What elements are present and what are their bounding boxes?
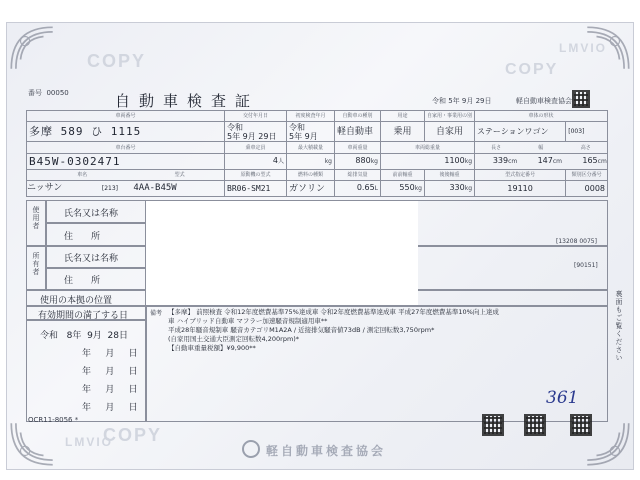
expiry-label: 有効期間の満了する日	[38, 311, 129, 321]
model-code: 4AA-B45W	[133, 183, 177, 193]
rear-axle-label: 後後軸重	[425, 170, 475, 181]
type-number-label: 型式指定番号	[475, 170, 566, 181]
base-location-label: 使用の本拠の位置	[40, 296, 113, 306]
owner-name-label: 氏名又は名称	[64, 254, 119, 264]
type-number: 19110	[475, 181, 566, 197]
lmvio-watermark: LMVIO	[559, 41, 607, 55]
user-label: 使用者	[32, 206, 40, 230]
gross-weight: 1100kg	[381, 154, 475, 170]
note-line: (自家用国土交通大臣測定回転数4,200rpm)*	[168, 335, 300, 343]
qr-code-icon	[524, 414, 546, 436]
copy-watermark: COPY	[505, 61, 559, 78]
fuel-type: ガソリン	[287, 181, 335, 197]
issuer-name: 軽自動車検査協会	[516, 97, 572, 105]
maker-name: ニッサン	[27, 183, 63, 193]
vehicle-length: 339cm	[492, 156, 518, 165]
blank-date-row: 年 月 日	[82, 367, 138, 377]
seating-capacity: 4人	[225, 154, 287, 170]
blank-date-row: 年 月 日	[82, 349, 138, 359]
vehicle-kind: 軽自動車	[335, 122, 381, 142]
side-note: 裏面もご覧ください	[615, 290, 623, 362]
height-label: 高さ	[580, 145, 591, 151]
gross-label: 車両総重量	[381, 142, 475, 154]
serial-number: 番号 00050	[28, 89, 69, 97]
use-label: 用途	[381, 111, 425, 122]
blank-date-row: 年 月 日	[82, 403, 138, 413]
note-line: 車 ハイブリッド自動車 マフラー加速騒音規制適用車**	[168, 317, 328, 325]
model-label: 型式	[174, 172, 185, 178]
displacement: 0.65L	[335, 181, 381, 197]
owner-code: [90151]	[574, 262, 598, 269]
vehicle-width: 147cm	[537, 156, 563, 165]
length-label: 長さ	[491, 145, 502, 151]
note-line: 【多摩】 前照検査 令和12年度燃費基準75%達成車 令和2年度燃費基準達成車 平成27年度燃費基準10%向上達成	[168, 308, 499, 316]
kind-label: 自動車の種別	[335, 111, 381, 122]
weight-label: 車両重量	[335, 142, 381, 154]
user-name-label: 氏名又は名称	[64, 209, 119, 219]
body-label: 車体の形状	[475, 111, 608, 122]
maker-code: [213]	[101, 185, 118, 192]
issue-date: 令和 5年 9月 29日	[432, 97, 492, 105]
plate-label: 車両番号	[27, 111, 225, 122]
chassis-number: B45W-0302471	[27, 154, 225, 170]
first-date-label: 初度検査年月	[287, 111, 335, 122]
qr-code-icon	[482, 414, 504, 436]
vehicle-height: 165cm	[582, 156, 607, 165]
class-number-label: 類別区分番号	[566, 170, 608, 181]
body-code: [003]	[566, 122, 608, 142]
user-code: [13208 0075]	[556, 238, 597, 245]
fuel-label: 燃料の種類	[287, 170, 335, 181]
notes-text	[168, 308, 604, 353]
handwritten-number: 361	[546, 388, 579, 408]
vehicle-weight: 880kg	[335, 154, 381, 170]
front-axle-weight: 550kg	[381, 181, 425, 197]
corner-ornament-icon	[9, 25, 55, 71]
notes-label: 備考	[150, 310, 163, 317]
maxload-label: 最大積載量	[287, 142, 335, 154]
ocr-code: OCR11-8056 *	[28, 416, 79, 424]
engine-label: 原動機の型式	[225, 170, 287, 181]
note-line: 【自動車重量税額】¥9,900**	[168, 344, 256, 352]
front-axle-label: 前前軸重	[381, 170, 425, 181]
page-title: 自動車検査証	[115, 92, 260, 110]
private-use: 自家用	[425, 122, 475, 142]
qr-code-icon	[572, 90, 590, 108]
user-address-label: 住 所	[64, 232, 101, 242]
vehicle-use: 乗用	[381, 122, 425, 142]
qr-code-icon	[570, 414, 592, 436]
maker-label: 車名	[77, 172, 88, 178]
engine-model: BR06-SM21	[225, 181, 287, 197]
width-label: 幅	[538, 145, 544, 151]
chassis-label: 車台番号	[27, 142, 225, 154]
expiry-date: 令和 8年 9月 28日	[40, 331, 128, 341]
corner-ornament-icon	[9, 421, 55, 467]
rear-axle-weight: 330kg	[425, 181, 475, 197]
note-line: 平成28年騒音規制車 騒音カテゴリM1A2A / 近接排気騒音値73dB / 測定回転数3,750rpm*	[168, 326, 435, 334]
body-shape: ステーションワゴン	[475, 122, 566, 142]
blank-date-row: 年 月 日	[82, 385, 138, 395]
plate-number: 多摩 589 ひ 1115	[27, 122, 225, 142]
redacted-area	[146, 201, 418, 305]
vehicle-info-table	[26, 110, 608, 197]
copy-watermark: COPY	[103, 425, 163, 445]
max-load: kg	[287, 154, 335, 170]
displacement-label: 総排気量	[335, 170, 381, 181]
capacity-label: 乗車定員	[225, 142, 287, 154]
issuer-seal-icon	[242, 440, 260, 458]
private-label: 自家用・事業用の別	[425, 111, 475, 122]
owner-label: 所有者	[32, 252, 40, 276]
class-number: 0008	[566, 181, 608, 197]
first-reg-date: 令和 5年 9月 29日	[225, 122, 287, 142]
copy-watermark: COPY	[87, 51, 147, 71]
owner-address-label: 住 所	[64, 276, 101, 286]
lmvio-watermark: LMVIO	[65, 435, 113, 449]
footer-issuer: 軽自動車検査協会	[266, 444, 387, 458]
first-inspection-date: 令和 5年 9月	[287, 122, 335, 142]
first-reg-label: 交付年月日	[225, 111, 287, 122]
